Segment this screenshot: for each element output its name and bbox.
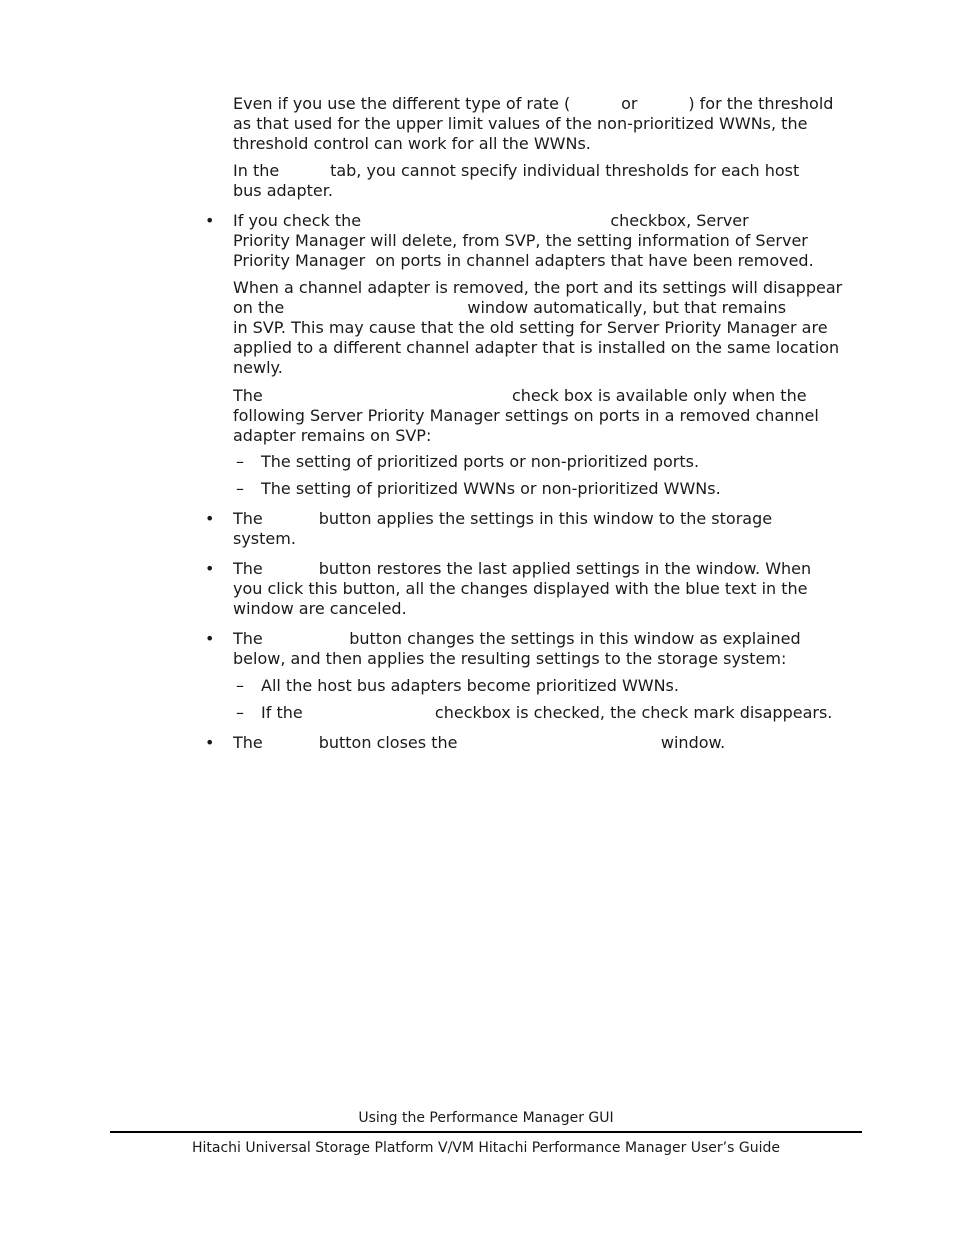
text-line: In the tab, you cannot specify individual thresholds for each host bbox=[233, 161, 800, 180]
text-line: The check box is available only when the bbox=[233, 386, 807, 405]
text-line: bus adapter. bbox=[233, 181, 333, 200]
text-line: threshold control can work for all the WWNs. bbox=[233, 134, 591, 153]
dash-marker: – bbox=[236, 479, 244, 498]
bullet-item-initialize-button bbox=[233, 629, 863, 669]
text-line: The button closes the window. bbox=[233, 733, 726, 752]
sub-item-prioritized-wwns: All the host bus adapters become prioritized WWNs. bbox=[261, 676, 679, 695]
text-line: applied to a different channel adapter that is installed on the same location bbox=[233, 338, 840, 357]
bullet-marker: • bbox=[205, 559, 215, 578]
sub-item-checkbox-cleared: If the checkbox is checked, the check mark disappears. bbox=[261, 703, 833, 722]
text-line: system. bbox=[233, 529, 296, 548]
text-line: below, and then applies the resulting settings to the storage system: bbox=[233, 649, 787, 668]
paragraph-channel-adapter-removed bbox=[233, 278, 863, 378]
text-line: Priority Manager on ports in channel adapters that have been removed. bbox=[233, 251, 814, 270]
text-line: The button applies the settings in this window to the storage bbox=[233, 509, 773, 528]
dash-marker: – bbox=[236, 703, 244, 722]
bullet-marker: • bbox=[205, 211, 215, 230]
text-line: window are canceled. bbox=[233, 599, 407, 618]
paragraph-tab-note bbox=[233, 161, 863, 201]
text-line: Even if you use the different type of rate ( or ) for the threshold bbox=[233, 94, 834, 113]
bullet-item-delete-setting bbox=[233, 211, 863, 271]
sub-item-wwns: The setting of prioritized WWNs or non-prioritized WWNs. bbox=[261, 479, 721, 498]
footer-divider bbox=[110, 1131, 862, 1133]
text-line: The button restores the last applied settings in the window. When bbox=[233, 559, 812, 578]
footer-guide-title: Hitachi Universal Storage Platform V/VM Hitachi Performance Manager User’s Guide bbox=[192, 1140, 780, 1156]
sub-item-ports: The setting of prioritized ports or non-prioritized ports. bbox=[261, 452, 700, 471]
dash-marker: – bbox=[236, 452, 244, 471]
bullet-marker: • bbox=[205, 629, 215, 648]
text-line: When a channel adapter is removed, the port and its settings will disappear bbox=[233, 278, 843, 297]
text-line: as that used for the upper limit values of the non-prioritized WWNs, the bbox=[233, 114, 808, 133]
bullet-item-reset-button bbox=[233, 559, 863, 619]
text-line: adapter remains on SVP: bbox=[233, 426, 432, 445]
footer-section-title: Using the Performance Manager GUI bbox=[358, 1110, 614, 1126]
text-line: newly. bbox=[233, 358, 283, 377]
bullet-item-close-button bbox=[233, 733, 863, 753]
bullet-item-apply-button bbox=[233, 509, 863, 549]
text-line: in SVP. This may cause that the old setting for Server Priority Manager are bbox=[233, 318, 828, 337]
bullet-marker: • bbox=[205, 509, 215, 528]
text-line: Priority Manager will delete, from SVP, the setting information of Server bbox=[233, 231, 808, 250]
text-line: you click this button, all the changes displayed with the blue text in the bbox=[233, 579, 808, 598]
dash-marker: – bbox=[236, 676, 244, 695]
paragraph-checkbox-availability bbox=[233, 386, 863, 446]
paragraph-threshold-rate bbox=[233, 94, 863, 154]
text-line: on the window automatically, but that remains bbox=[233, 298, 787, 317]
bullet-marker: • bbox=[205, 733, 215, 752]
text-line: following Server Priority Manager settings on ports in a removed channel bbox=[233, 406, 819, 425]
text-line: If you check the checkbox, Server bbox=[233, 211, 749, 230]
text-line: The button changes the settings in this window as explained bbox=[233, 629, 801, 648]
